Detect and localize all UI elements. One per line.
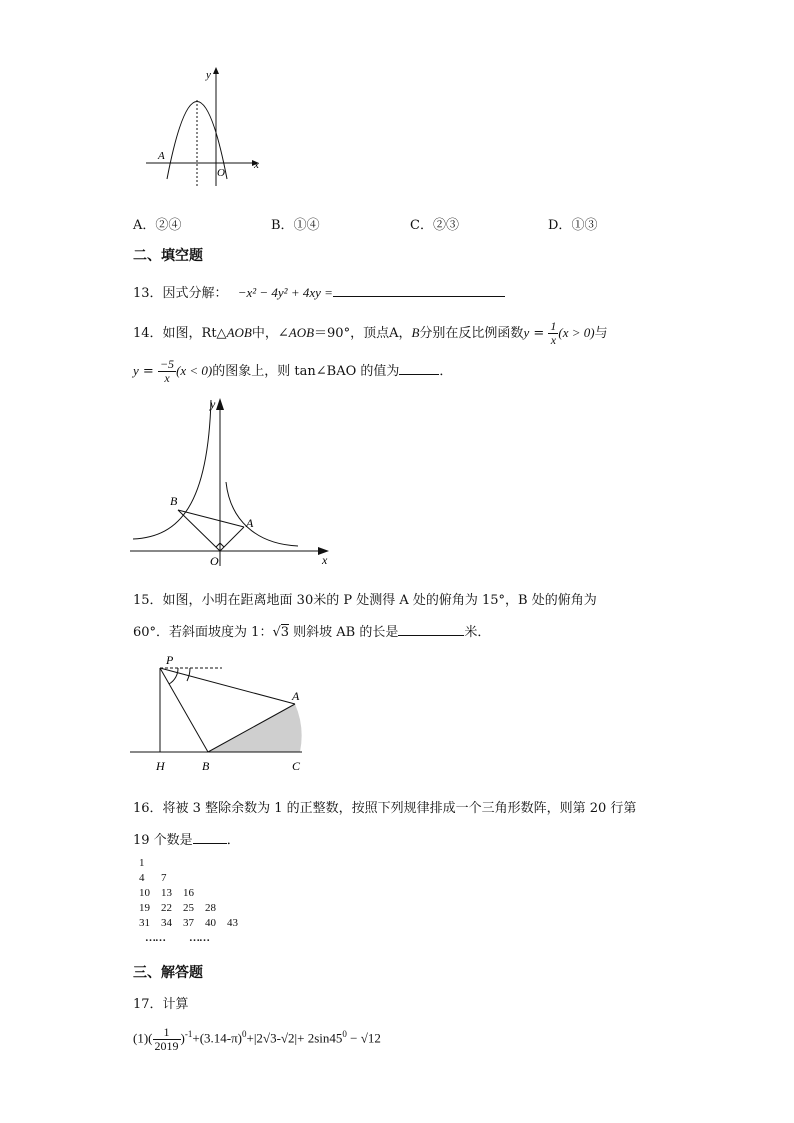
section-fill-blank-heading: 二、填空题 xyxy=(133,248,203,264)
option-c[interactable] xyxy=(410,214,459,233)
x-axis-label: x xyxy=(254,159,259,171)
q17-fraction xyxy=(153,1026,181,1053)
q17-number: 17． xyxy=(133,997,163,1012)
option-c-label: C． xyxy=(410,218,433,233)
array-cell: 37 xyxy=(183,917,194,929)
q14-text-b: 中，∠ xyxy=(251,326,289,341)
q14-frac2-den: x xyxy=(164,371,170,385)
array-cell: 4 xyxy=(139,872,145,884)
y-axis-arrow-icon xyxy=(216,398,224,410)
q14-line1-end: 与 xyxy=(594,326,608,341)
q16-number: 16． xyxy=(133,801,163,816)
option-a-value: ②④ xyxy=(155,218,182,233)
q14-fraction-1 xyxy=(548,320,558,347)
array-row-4 xyxy=(139,901,249,916)
q14-text-f: 分别在反比例函数 xyxy=(419,326,524,341)
segment-pb xyxy=(160,668,208,752)
q16-line2-text: 19 个数是 xyxy=(133,833,193,848)
q17-part-label: (1) xyxy=(133,1030,149,1046)
question-15-line2 xyxy=(133,621,490,640)
question-15-line1 xyxy=(133,589,597,608)
array-cell: 10 xyxy=(139,887,150,899)
option-b[interactable] xyxy=(271,214,320,233)
question-14-line1: 14．如图，Rt△AOB中，∠AOB＝90°，顶点A，B分别在反比例函数y = $\frac{1}{x}$ (x > 0)与 xyxy=(133,319,608,347)
array-row-2 xyxy=(139,871,249,886)
point-a-label: A xyxy=(158,150,165,162)
q14-answer-blank[interactable] xyxy=(399,362,439,375)
q16-line1-text: 将被 3 整除余数为 1 的正整数，按照下列规律排成一个三角形数阵，则第 20 行第 xyxy=(162,801,637,816)
segment-ab xyxy=(178,510,244,527)
q14-line2-end: ． xyxy=(439,364,453,379)
question-16-line1 xyxy=(133,797,636,816)
q14-y1: y xyxy=(523,325,530,340)
array-ellipsis-row xyxy=(139,931,249,946)
triangle-array xyxy=(139,856,249,946)
q16-answer-blank[interactable] xyxy=(193,831,227,844)
q17-frac-den: 2019 xyxy=(154,1039,179,1053)
q14-line2-text: 的图象上，则 tan∠BAO 的值为 xyxy=(212,364,400,379)
q13-number: 13． xyxy=(133,286,163,301)
q17-title: 计算 xyxy=(162,997,189,1012)
section-answer-heading: 三、解答题 xyxy=(133,965,203,981)
array-cell: 13 xyxy=(161,887,172,899)
option-a-label: A． xyxy=(133,218,156,233)
array-cell: 43 xyxy=(227,917,238,929)
option-b-label: B． xyxy=(271,218,294,233)
q17-exp1: -1 xyxy=(184,1029,193,1040)
option-b-value: ①④ xyxy=(293,218,320,233)
q17-term2: +(3.14-π) xyxy=(192,1030,242,1046)
parabola-figure xyxy=(140,64,270,192)
q13-answer-blank[interactable] xyxy=(333,284,505,297)
q14-cond1: (x > 0) xyxy=(558,325,595,340)
q17-term3: +|2√3-√2| xyxy=(246,1030,298,1046)
option-c-value: ②③ xyxy=(432,218,459,233)
point-c-label: C xyxy=(292,759,301,773)
point-b-label: B xyxy=(170,494,178,508)
array-cell: 28 xyxy=(205,902,216,914)
origin-label: O xyxy=(210,554,219,568)
hyperbola-left-branch xyxy=(133,400,211,539)
x-axis-label: x xyxy=(322,553,328,567)
segment-ob xyxy=(178,510,220,551)
option-d[interactable] xyxy=(548,214,597,233)
point-h-label: H xyxy=(156,759,165,773)
point-a-label: A xyxy=(246,516,254,530)
q14-cond2: (x < 0) xyxy=(176,363,213,378)
q15-line2-end: 米． xyxy=(464,625,491,640)
question-16-line2 xyxy=(133,829,240,848)
array-dots-2: …… xyxy=(189,932,209,944)
question-17-expression: (1)( $\frac{1}{2019}$ )$^{-1}+(3.14-\pi)^0+|2√3-√2|+ 2\sin 45^0 - √12$ xyxy=(133,1025,381,1053)
q14-b: B xyxy=(411,325,420,340)
point-a-label: A xyxy=(292,689,300,703)
sqrt-icon: √ xyxy=(272,625,281,640)
q14-fraction-2 xyxy=(158,358,176,385)
y-axis-arrow-icon xyxy=(213,67,219,74)
q15-line1-text: 如图，小明在距离地面 30米的 P 处测得 A 处的俯角为 15°，B 处的俯角为 xyxy=(162,593,597,608)
q14-number: 14． xyxy=(133,326,163,341)
q17-frac-num: 1 xyxy=(153,1026,181,1040)
array-cell: 22 xyxy=(161,902,172,914)
array-cell: 7 xyxy=(161,872,167,884)
q17-exp4: 0 xyxy=(342,1029,347,1040)
point-b-label: B xyxy=(202,759,210,773)
segment-oa xyxy=(220,527,244,551)
q13-expression: −x² − 4y² + 4xy = xyxy=(237,285,333,300)
question-14-line2: y = $\frac{-5}{x}$ (x < 0)的图象上，则 tan∠BAO 的值为 ． xyxy=(133,357,453,385)
array-cell: 31 xyxy=(139,917,150,929)
array-cell: 40 xyxy=(205,917,216,929)
array-dots-1: …… xyxy=(145,932,165,944)
q14-aob: AOB xyxy=(226,325,252,340)
q17-term4: + 2sin45 xyxy=(297,1030,343,1046)
q15-line2-b: 则斜坡 AB 的长是 xyxy=(289,625,399,640)
origin-label: O xyxy=(217,167,225,179)
q14-frac1-den: x xyxy=(550,333,557,347)
slope-figure xyxy=(130,652,310,774)
segment-pa xyxy=(160,668,295,704)
hyperbola-right-branch xyxy=(226,482,298,546)
option-a[interactable] xyxy=(133,214,181,233)
option-d-label: D． xyxy=(548,218,572,233)
q17-term5: − √12 xyxy=(346,1030,381,1046)
q14-frac1-num: 1 xyxy=(550,319,557,333)
array-cell: 34 xyxy=(161,917,172,929)
q13-text: 因式分解： xyxy=(162,286,228,301)
q17-exp2: 0 xyxy=(242,1029,247,1040)
array-cell: 25 xyxy=(183,902,194,914)
y-axis-label: y xyxy=(206,69,211,81)
q16-line2-end: ． xyxy=(226,833,240,848)
q14-y2: y xyxy=(133,363,139,378)
q14-text-d: ＝90°，顶点A， xyxy=(314,326,412,341)
question-17 xyxy=(133,993,189,1012)
question-13 xyxy=(133,282,505,301)
y-axis-label: y xyxy=(210,397,216,411)
q15-number: 15． xyxy=(133,593,163,608)
q15-line2-a: 60°．若斜面坡度为 1： xyxy=(133,625,273,640)
hyperbola-figure xyxy=(130,394,335,572)
q14-aob-angle: AOB xyxy=(288,325,315,340)
array-cell: 19 xyxy=(139,902,150,914)
array-cell: 16 xyxy=(183,887,194,899)
q14-text-a: 如图，Rt△ xyxy=(162,326,227,341)
array-row-1 xyxy=(139,856,249,871)
q14-frac2-num: −5 xyxy=(159,357,175,371)
option-d-value: ①③ xyxy=(571,218,598,233)
array-row-3 xyxy=(139,886,249,901)
angle-arc-outer xyxy=(187,668,190,681)
q15-sqrt-value: 3 xyxy=(280,625,290,640)
array-cell: 1 xyxy=(139,857,145,869)
q15-answer-blank[interactable] xyxy=(398,623,464,636)
point-p-label: P xyxy=(166,653,174,667)
array-row-5 xyxy=(139,916,249,931)
